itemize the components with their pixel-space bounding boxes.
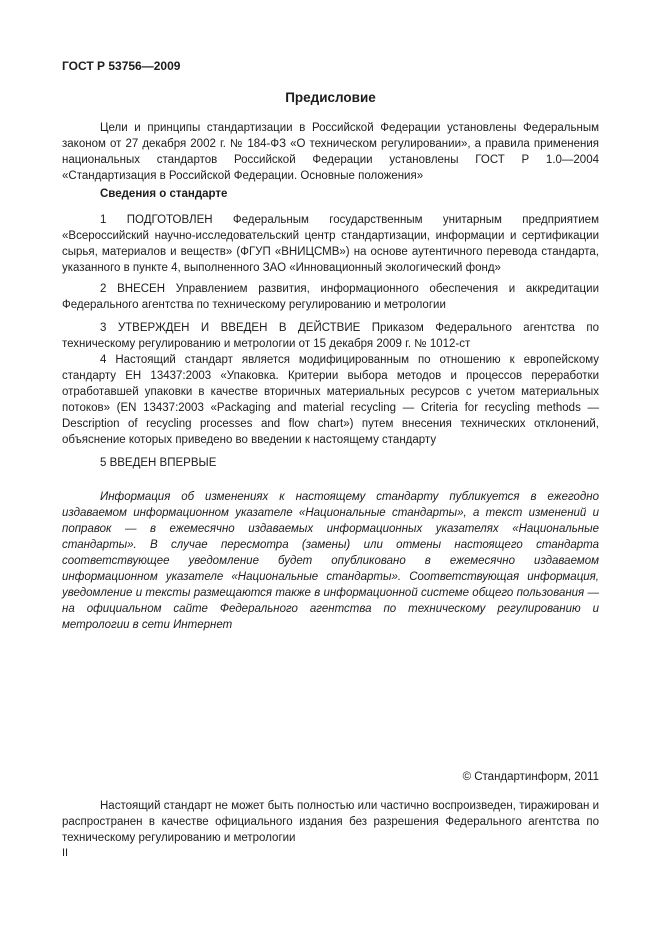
- doc-code: ГОСТ Р 53756—2009: [62, 59, 181, 73]
- page-title: Предисловие: [285, 90, 376, 105]
- standard-item-3: 3 УТВЕРЖДЕН И ВВЕДЕН В ДЕЙСТВИЕ Приказом Федерального агентства по техническому регулированию и метрологии от 15 декабря 2009 г. № 1012-ст: [62, 322, 599, 350]
- copyright-line: © Стандартинформ, 2011: [462, 771, 599, 783]
- reproduction-restriction: Настоящий стандарт не может быть полностью или частично воспроизведен, тиражирован и распространен в качестве официального издания без разрешения Федерального агентства по техническому регулированию и метрологии: [62, 800, 599, 844]
- amendments-notice: Информация об изменениях к настоящему стандарту публикуется в ежегодно издаваемом информационном указателе «Национальные стандарты», а текст изменений и поправок — в ежемесячно издаваемых информационных указателях «Национальные стандарты». В случае пересмотра (замены) или отмены настоящего стандарта соответствующее уведомление будет опубликовано в ежемесячно издаваемом информационном указателе «Национальные стандарты». Соответствующая информация, уведомление и тексты размещаются также в информационной системе общего пользования — на официальном сайте Федерального агентства по техническому регулированию и метрологии в сети Интернет: [62, 491, 599, 631]
- section-heading: Сведения о стандарте: [100, 188, 228, 200]
- page-number: II: [62, 847, 69, 859]
- standard-item-4: 4 Настоящий стандарт является модифицированным по отношению к европейскому стандарту ЕН 13437:2003 «Упаковка. Критерии выбора методов и процессов переработки отработавшей упаковки в качестве вторичных материальных ресурсов с учетом материальных потоков» (EN 13437:2003 «Packaging and material recycling — Criteria for recycling methods — Description of recycling processes and flow chart») путем внесения технических отклонений, объяснение которых приведено во введении к настоящему стандарту: [62, 354, 599, 446]
- standard-item-2: 2 ВНЕСЕН Управлением развития, информационного обеспечения и аккредитации Федерального агентства по техническому регулированию и метрологии: [62, 283, 599, 311]
- intro-paragraph: Цели и принципы стандартизации в Российской Федерации установлены Федеральным законом от 27 декабря 2002 г. № 184-ФЗ «О техническом регулировании», а правила применения национальных стандартов Российской Федерации установлены ГОСТ Р 1.0—2004 «Стандартизация в Российской Федерации. Основные положения»: [62, 122, 599, 182]
- standard-item-5: 5 ВВЕДЕН ВПЕРВЫЕ: [100, 457, 217, 469]
- standard-item-1: 1 ПОДГОТОВЛЕН Федеральным государственным унитарным предприятием «Всероссийский научно-исследовательский центр стандартизации, информации и сертификации сырья, материалов и веществ» (ФГУП «ВНИЦСМВ») на основе аутентичного перевода стандарта, указанного в пункте 4, выполненного ЗАО «Инновационный экологический фонд»: [62, 214, 599, 274]
